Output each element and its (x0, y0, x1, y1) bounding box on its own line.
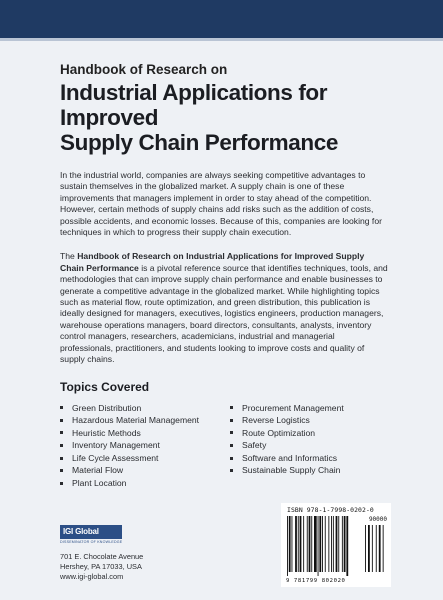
book-title-line-2: Supply Chain Performance (60, 130, 338, 155)
barcode-addon-bar (376, 525, 377, 572)
publisher-block (60, 526, 190, 582)
topic-label: Heuristic Methods (72, 427, 141, 438)
bullet-icon (60, 482, 63, 485)
barcode-bar (331, 516, 332, 572)
barcode-bar (307, 516, 308, 572)
barcode-bar (300, 516, 302, 572)
barcode-number: 9 781799 802020 (286, 578, 346, 584)
book-title (60, 80, 390, 155)
isbn-barcode (281, 503, 391, 587)
barcode-addon-bar (365, 525, 366, 572)
topic-label: Green Distribution (72, 402, 142, 413)
book-title-line-1: Industrial Applications for Improved (60, 80, 328, 130)
barcode-bar (344, 516, 346, 572)
topic-label: Sustainable Supply Chain (242, 465, 341, 476)
book-kicker: Handbook of Research on (60, 62, 228, 77)
topic-label: Reverse Logistics (242, 415, 310, 426)
isbn-label: ISBN 978-1-7998-0202-0 (287, 506, 374, 514)
topics-heading: Topics Covered (60, 379, 150, 394)
barcode-bar (346, 516, 348, 576)
address-line-1: 701 E. Chocolate Avenue (60, 552, 144, 561)
barcode-bar (289, 516, 291, 572)
topics-list (60, 402, 390, 490)
intro-paragraph: In the industrial world, companies are always seeking competitive advantages to sustain themselves in the globalized market. A supply chain is one of these improvements that managers implement in order to stay ahead of the competition. However, certain methods of supply chains add risks such as the addition of costs, possible accidents, and economic losses. Because of this, companies are looking for techniques in which to progress their supply chain execution. (60, 170, 382, 238)
bullet-icon (60, 469, 63, 472)
barcode-addon-bar (383, 525, 384, 572)
back-cover-content (60, 62, 390, 490)
cover-top-rule (0, 38, 443, 41)
topic-item (230, 452, 390, 465)
bullet-icon (60, 431, 63, 434)
topic-label: Safety (242, 440, 267, 451)
publisher-address (60, 552, 190, 582)
bullet-icon (230, 431, 233, 434)
barcode-addon-bar (368, 525, 370, 572)
barcode-bar (287, 516, 288, 576)
bullet-icon (60, 406, 63, 409)
topic-item (230, 414, 390, 427)
topic-label: Life Cycle Assessment (72, 452, 159, 463)
topic-item (60, 414, 230, 427)
bullet-icon (230, 469, 233, 472)
barcode-bar (311, 516, 312, 572)
barcode-bar (342, 516, 343, 572)
topic-label: Procurement Management (242, 402, 344, 413)
description-paragraph (60, 251, 390, 365)
topic-label: Inventory Management (72, 440, 160, 451)
topic-label: Software and Informatics (242, 452, 338, 463)
topic-item (60, 464, 230, 477)
topic-item (230, 439, 390, 452)
topic-item (230, 427, 390, 440)
barcode-bar (309, 516, 311, 572)
barcode-bar (318, 516, 319, 576)
barcode-bar (322, 516, 323, 572)
barcode-bar (325, 516, 326, 572)
topics-column-left (60, 402, 230, 490)
topic-item (230, 464, 390, 477)
barcode-bar (338, 516, 339, 572)
topic-item (60, 427, 230, 440)
barcode-bar (336, 516, 338, 572)
publisher-logo-tagline: DISSEMINATOR OF KNOWLEDGE (60, 539, 123, 544)
cover-top-band (0, 0, 443, 38)
bullet-icon (60, 457, 63, 460)
topic-item (60, 477, 230, 490)
bullet-icon (230, 406, 233, 409)
barcode-bar (319, 516, 321, 572)
topic-label: Plant Location (72, 478, 127, 489)
topic-item (60, 439, 230, 452)
bullet-icon (230, 444, 233, 447)
bullet-icon (230, 419, 233, 422)
topic-label: Route Optimization (242, 427, 316, 438)
barcode-bar (314, 516, 317, 572)
bullet-icon (230, 457, 233, 460)
barcode-bar (292, 516, 293, 572)
barcode-bar (303, 516, 304, 572)
publisher-logo-wordmark: IGI Global (60, 525, 122, 539)
publisher-website: www.igi-global.com (60, 572, 124, 581)
description-book-title: Handbook of Research on Industrial Applications for Improved Supply Chain Performance (60, 251, 365, 273)
barcode-bars (281, 503, 391, 587)
description-body: is a pivotal reference source that identifies techniques, tools, and methodologies that can improve supply chain performance and enable businesses to generate a competitive advantage in the globalized market. While highlighting topics such as material flow, route optimization, and green distribution, this publication is ideally designed for managers, executives, logistics engineers, production managers, warehouse operations managers, board directors, consultants, analysts, inventory control managers, researchers, academicians, industrial and managerial professionals, practitioners, and students looking to improve costs and quality of supply chains. (60, 262, 388, 365)
topics-column-right (230, 402, 390, 490)
barcode-bar (298, 516, 299, 572)
barcode-bar (328, 516, 329, 572)
barcode-bar (295, 516, 297, 572)
publisher-logo (60, 526, 123, 544)
topic-label: Material Flow (72, 465, 124, 476)
barcode-addon-bar (379, 525, 381, 572)
topic-item (60, 452, 230, 465)
bullet-icon (60, 444, 63, 447)
topic-item (230, 402, 390, 415)
barcode-bar (333, 516, 334, 572)
price-addon-label: 90000 (368, 516, 387, 523)
topic-item (60, 402, 230, 415)
barcode-addon-bar (372, 525, 373, 572)
description-prefix: The (60, 251, 78, 262)
address-line-2: Hershey, PA 17033, USA (60, 562, 142, 571)
topic-label: Hazardous Material Management (72, 415, 200, 426)
bullet-icon (60, 419, 63, 422)
